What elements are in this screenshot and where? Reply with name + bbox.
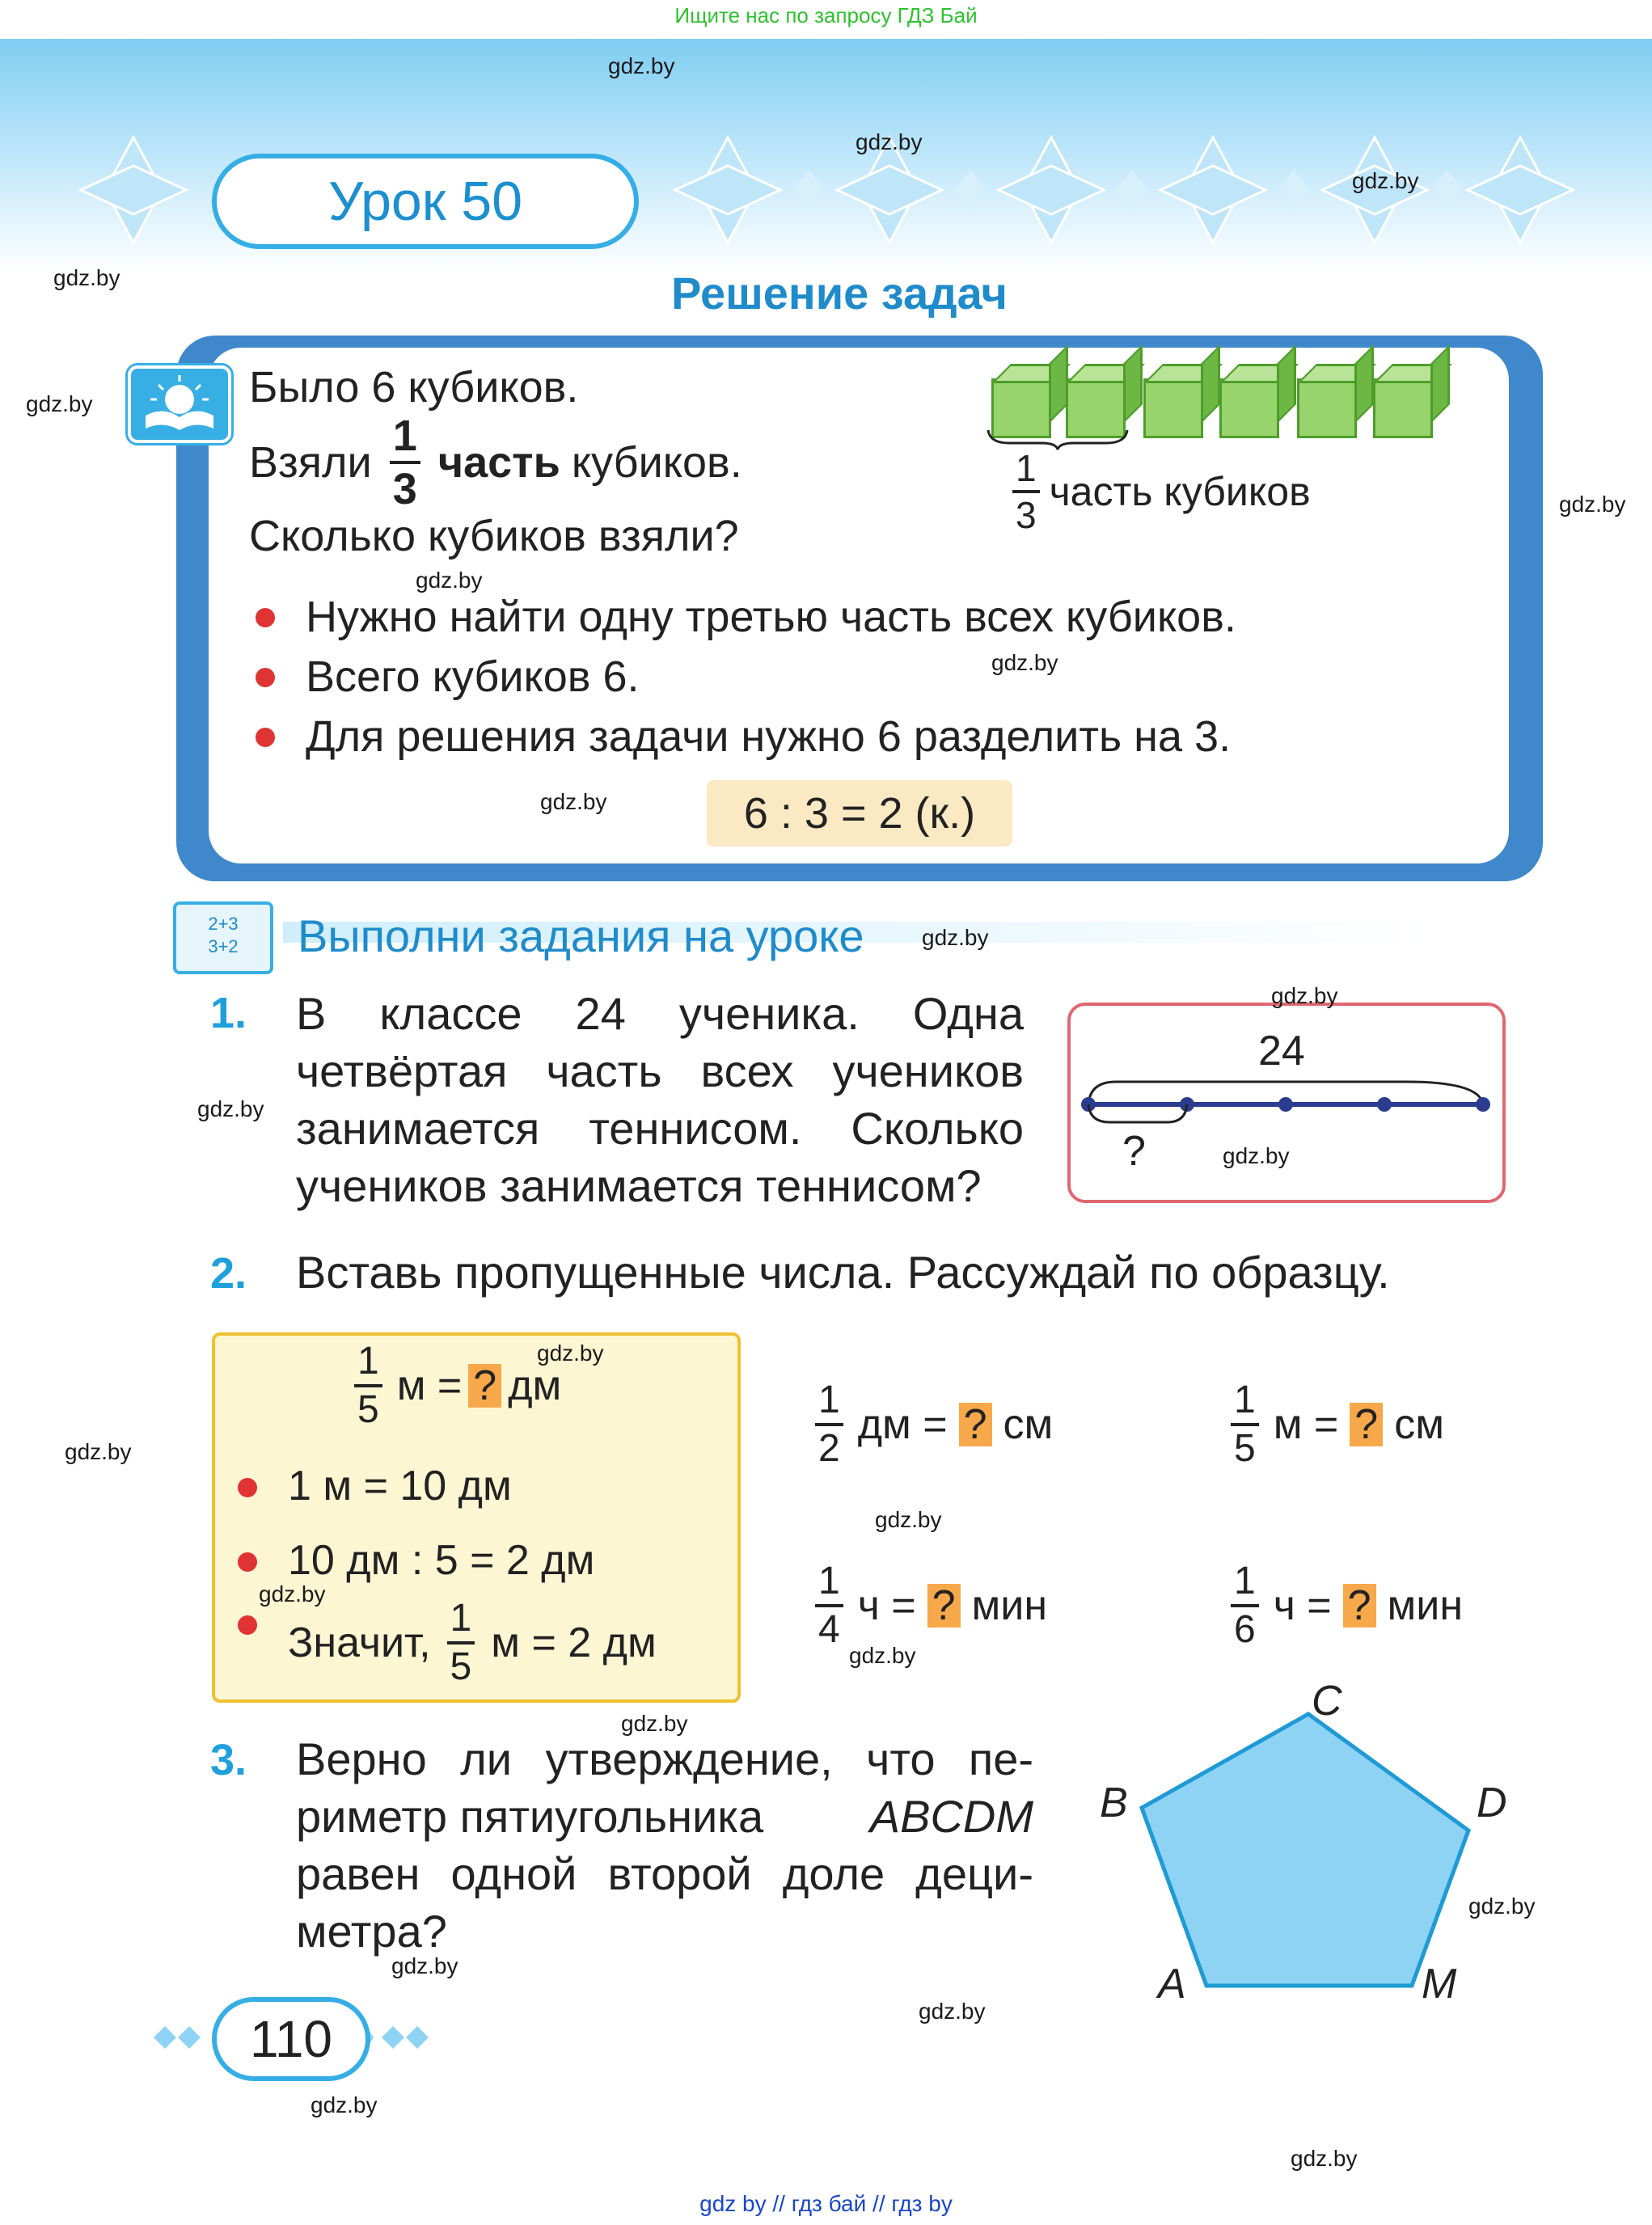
missing-value: ?: [468, 1364, 501, 1408]
task3-line: метра?: [296, 1906, 447, 1957]
watermark: gdz.by: [1271, 983, 1338, 1008]
cube: [1297, 378, 1357, 438]
watermark: gdz.by: [1291, 2146, 1358, 2171]
fraction-denominator: 5: [450, 1645, 472, 1688]
watermark: gdz.by: [919, 1999, 986, 2024]
fraction: [1231, 1378, 1259, 1470]
fraction-numerator: 1: [1231, 1381, 1259, 1426]
task1-text: [296, 985, 1024, 1214]
fraction-denominator: 6: [1234, 1608, 1256, 1651]
exercise-right: см: [1003, 1401, 1054, 1448]
watermark: gdz.by: [65, 1439, 132, 1464]
watermark: gdz.by: [416, 568, 483, 593]
watermark: gdz.by: [1468, 1894, 1536, 1919]
example-bullet: [288, 1599, 657, 1687]
fraction-denominator: 5: [357, 1388, 379, 1431]
vertex-label: M: [1422, 1961, 1457, 2008]
segment-total: 24: [1258, 1028, 1305, 1075]
watermark: gdz.by: [849, 1643, 916, 1668]
rule-line-2-post: кубиков.: [571, 438, 742, 487]
example-bullet-post: м = 2 дм: [491, 1619, 657, 1666]
task-number: 2.: [210, 1249, 247, 1298]
example-bullet: 1 м = 10 дм: [288, 1463, 512, 1509]
watermark: gdz.by: [537, 1340, 604, 1366]
fraction: [815, 1378, 843, 1470]
rule-line-1: Было 6 кубиков.: [249, 363, 579, 412]
missing-value[interactable]: ?: [959, 1403, 992, 1447]
missing-value[interactable]: ?: [1343, 1584, 1376, 1628]
fraction: [390, 414, 420, 511]
fraction: [1012, 447, 1040, 536]
fraction-denominator: 4: [818, 1608, 840, 1651]
fraction: [447, 1599, 475, 1687]
task1-line: В классе 24 ученика. Одна: [296, 988, 1024, 1039]
segment-question: ?: [1122, 1128, 1146, 1175]
rule-bullet: Нужно найти одну третью часть всех кубиков.: [306, 593, 1236, 641]
watermark: gdz.by: [53, 265, 120, 290]
exercise-item: [1224, 1562, 1463, 1649]
missing-value[interactable]: ?: [1350, 1403, 1383, 1447]
fraction-numerator: 1: [1231, 1562, 1259, 1607]
fraction-numerator: 1: [815, 1381, 843, 1426]
task3-line: равен одной второй доле деци-: [296, 1848, 1033, 1899]
watermark: gdz.by: [1352, 168, 1419, 193]
task1-line: четвёртая часть всех учеников: [296, 1045, 1024, 1096]
cube-caption-text: часть кубиков: [1049, 469, 1311, 514]
watermark: gdz.by: [875, 1507, 942, 1532]
fraction-denominator: 3: [392, 465, 417, 513]
task-number: 3.: [210, 1736, 247, 1784]
fraction-denominator: 5: [1234, 1427, 1256, 1470]
top-note[interactable]: Ищите нас по запросу ГДЗ Бай: [674, 3, 978, 27]
watermark: gdz.by: [991, 650, 1058, 675]
fraction-numerator: 1: [354, 1342, 382, 1387]
fraction-denominator: 2: [818, 1427, 840, 1470]
watermark: gdz.by: [922, 925, 989, 950]
lesson-title: Урок 50: [212, 154, 639, 249]
task2-text: Вставь пропущенные числа. Рассуждай по образцу.: [296, 1247, 1390, 1298]
example-left: м =: [396, 1362, 463, 1409]
section-title: Решение задач: [671, 268, 1008, 319]
blackboard-icon: [173, 901, 273, 974]
task3-line-text: риметр пятиугольника: [296, 1791, 764, 1842]
exercise-item: [809, 1562, 1047, 1649]
cube: [1373, 378, 1433, 438]
fraction-denominator: 3: [1016, 494, 1037, 536]
watermark: gdz.by: [540, 789, 607, 814]
rule-bullet: Всего кубиков 6.: [306, 652, 640, 701]
blackboard-text: 2+3: [208, 914, 239, 934]
rule-bullet: Для решения задачи нужно 6 разделить на 3.: [306, 712, 1232, 761]
task1-line: учеников занимается теннисом?: [296, 1160, 982, 1211]
fraction: [815, 1562, 843, 1649]
rule-answer: 6 : 3 = 2 (к.): [707, 780, 1012, 847]
watermark: gdz.by: [621, 1711, 688, 1736]
watermark: gdz.by: [26, 391, 93, 416]
rule-line-2-bold: часть: [437, 438, 560, 487]
task3-line: Верно ли утверждение, что пе-: [296, 1733, 1033, 1784]
cube-caption: [1006, 447, 1311, 536]
exercise-item: [809, 1378, 1054, 1470]
page-number: 110: [212, 1997, 370, 2081]
cube-brace: [985, 427, 1130, 451]
example-equation: [348, 1342, 561, 1429]
watermark: gdz.by: [259, 1581, 326, 1606]
fraction-numerator: 1: [390, 414, 420, 464]
task1-line: занимается теннисом. Сколько: [296, 1103, 1024, 1154]
exercise-right: мин: [971, 1582, 1048, 1629]
exercise-left: м =: [1273, 1401, 1339, 1448]
cube: [1143, 378, 1203, 438]
watermark: gdz.by: [608, 53, 675, 78]
rule-line-3: Сколько кубиков взяли?: [249, 512, 739, 560]
exercise-left: ч =: [1273, 1582, 1332, 1629]
exercise-right: мин: [1387, 1582, 1464, 1629]
task3-line: [296, 1788, 1033, 1845]
exercise-left: дм =: [857, 1401, 948, 1448]
watermark: gdz.by: [311, 2092, 378, 2117]
exercise-right: см: [1394, 1401, 1444, 1448]
cube: [1219, 378, 1279, 438]
rule-line-2: [249, 414, 742, 511]
fraction-numerator: 1: [1012, 450, 1040, 493]
fraction: [354, 1342, 382, 1429]
watermark: gdz.by: [197, 1096, 264, 1121]
fraction: [1231, 1562, 1259, 1649]
vertex-label: C: [1312, 1678, 1342, 1725]
vertex-label: D: [1477, 1780, 1507, 1826]
rule-line-2-pre: Взяли: [249, 438, 372, 487]
exercise-left: ч =: [857, 1582, 916, 1629]
watermark: gdz.by: [391, 1953, 458, 1978]
example-bullet-pre: Значит,: [288, 1619, 431, 1666]
missing-value[interactable]: ?: [927, 1584, 961, 1628]
bottom-links[interactable]: gdz by // гдз бай // гдз by: [699, 2191, 953, 2216]
blackboard-text: 3+2: [208, 936, 239, 956]
example-right: дм: [508, 1362, 562, 1409]
shape-name: ABCDM: [869, 1791, 1033, 1842]
task-number: 1.: [210, 989, 247, 1037]
task3-text: [296, 1730, 1033, 1960]
fraction-numerator: 1: [815, 1562, 843, 1607]
watermark: gdz.by: [1223, 1143, 1290, 1168]
vertex-label: A: [1158, 1961, 1186, 2008]
watermark: gdz.by: [1559, 492, 1626, 517]
example-bullet: 10 дм : 5 = 2 дм: [288, 1537, 595, 1584]
exercise-item: [1224, 1378, 1444, 1470]
open-book-icon: [128, 365, 231, 443]
watermark: gdz.by: [856, 129, 923, 154]
fraction-numerator: 1: [447, 1599, 475, 1644]
vertex-label: B: [1100, 1780, 1128, 1826]
tasks-header: Выполни задания на уроке: [298, 910, 864, 961]
